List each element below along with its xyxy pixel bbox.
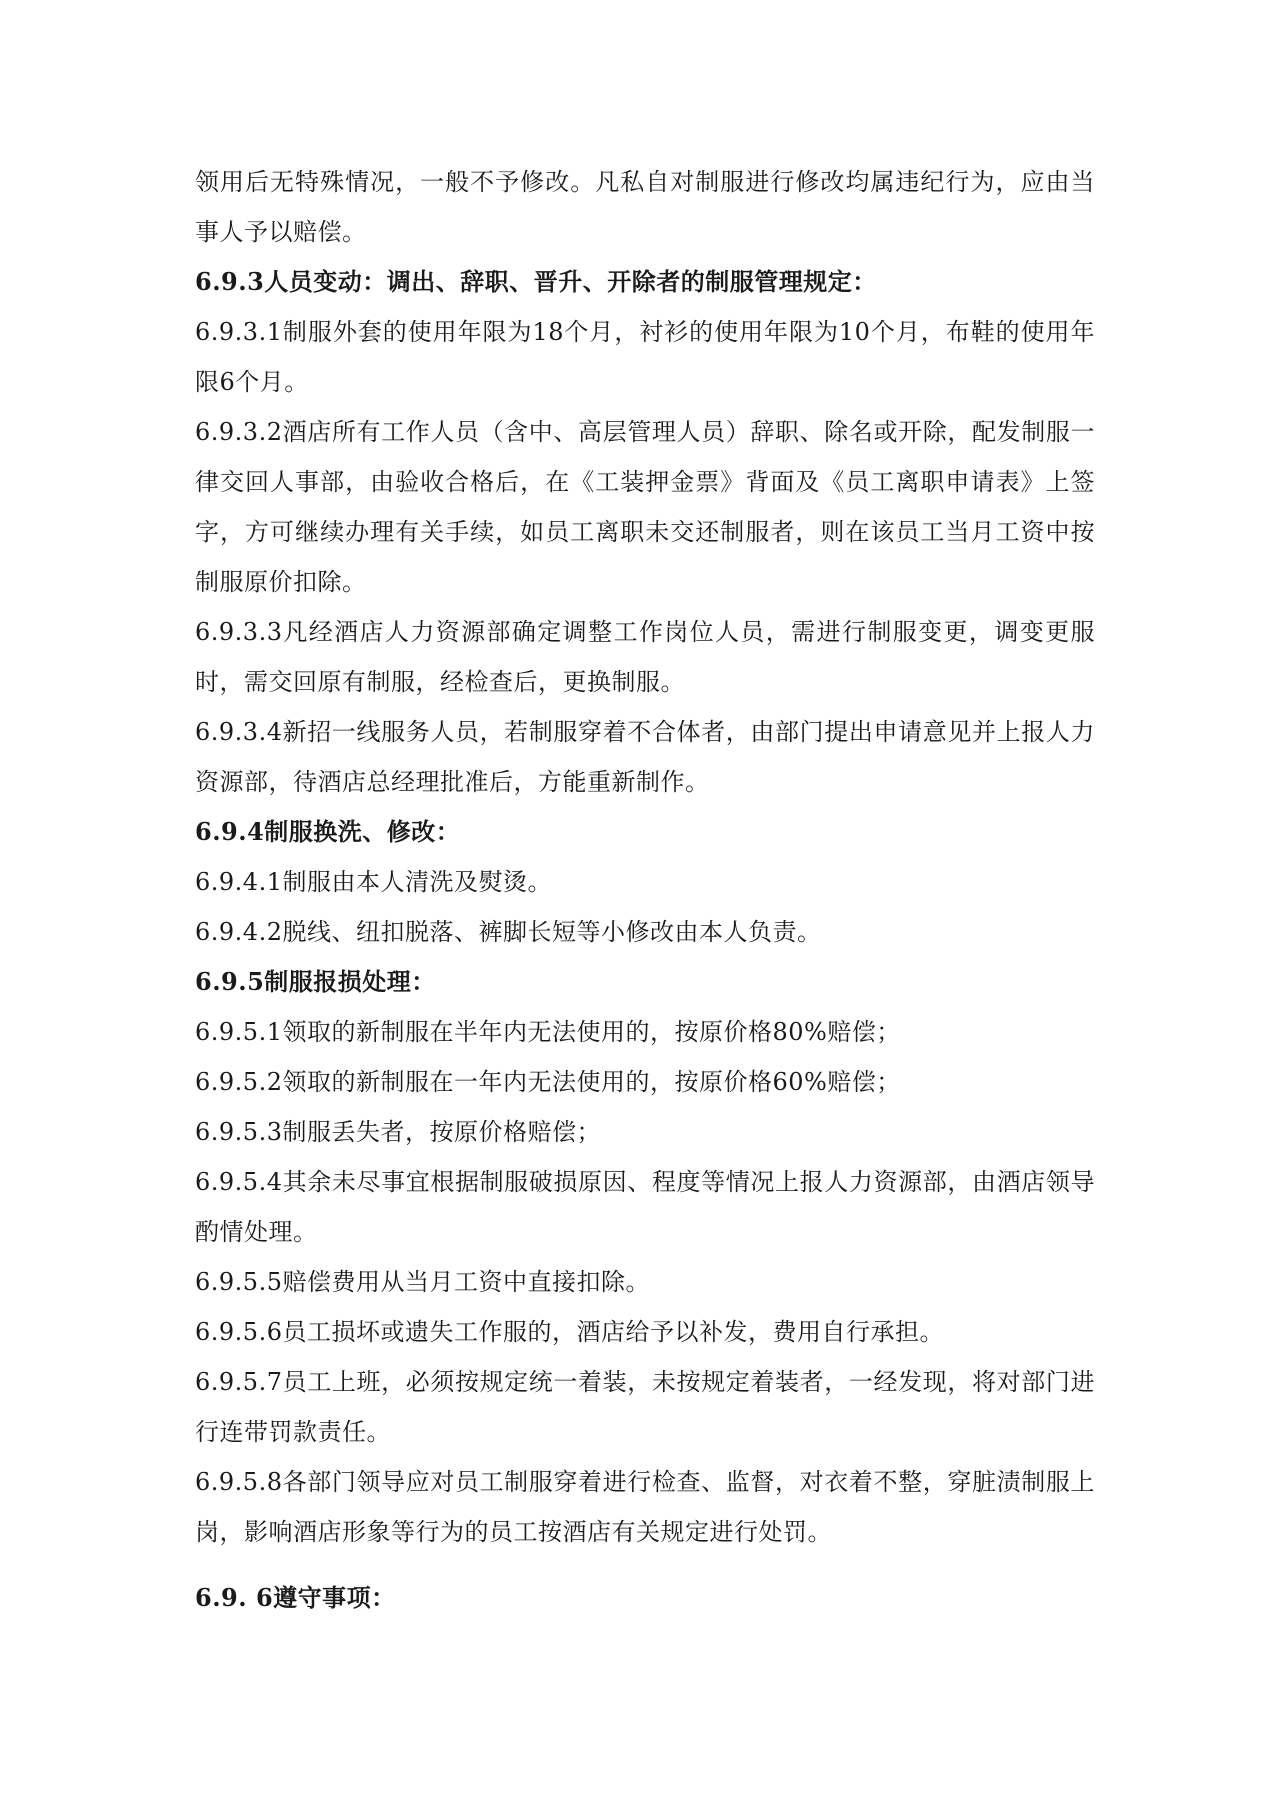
paragraph-6-9-3-1: 6.9.3.1制服外套的使用年限为18个月，衬衫的使用年限为10个月，布鞋的使用年限6个月。 <box>195 318 1095 396</box>
paragraph-6-9-3-2: 6.9.3.2酒店所有工作人员（含中、高层管理人员）辞职、除名或开除，配发制服一律交回人事部，由验收合格后，在《工装押金票》背面及《员工离职申请表》上签字，方可继续办理有关手续，如员工离职未交还制服者，则在该员工当月工资中按制服原价扣除。 <box>195 418 1095 596</box>
paragraph-6-9-5-3: 6.9.5.3制服丢失者，按原价格赔偿； <box>195 1118 601 1146</box>
heading-6-9-5: 6.9.5制服报损处理： <box>195 967 436 996</box>
heading-6-9-3: 6.9.3人员变动：调出、辞职、晋升、开除者的制服管理规定： <box>195 267 877 296</box>
heading-6-9-4: 6.9.4制服换洗、修改： <box>195 817 461 846</box>
paragraph-6-9-5-4: 6.9.5.4其余未尽事宜根据制服破损原因、程度等情况上报人力资源部，由酒店领导酌情处理。 <box>195 1168 1095 1246</box>
paragraph-6-9-5-7: 6.9.5.7员工上班，必须按规定统一着装，未按规定着装者，一经发现，将对部门进行连带罚款责任。 <box>195 1368 1095 1446</box>
paragraph-6-9-5-6: 6.9.5.6员工损坏或遗失工作服的，酒店给予以补发，费用自行承担。 <box>195 1318 944 1346</box>
paragraph-6-9-5-2: 6.9.5.2领取的新制服在一年内无法使用的，按原价格60%赔偿； <box>195 1068 901 1096</box>
document-page <box>195 157 1095 1623</box>
paragraph-6-9-4-1: 6.9.4.1制服由本人清洗及熨烫。 <box>195 868 552 896</box>
paragraph-6-9-5-5: 6.9.5.5赔偿费用从当月工资中直接扣除。 <box>195 1268 650 1296</box>
paragraph-6-9-4-2: 6.9.4.2脱线、纽扣脱落、裤脚长短等小修改由本人负责。 <box>195 918 822 946</box>
paragraph-6-9-3-3: 6.9.3.3凡经酒店人力资源部确定调整工作岗位人员，需进行制服变更，调变更服时，需交回原有制服，经检查后，更换制服。 <box>195 618 1095 696</box>
paragraph-6-9-3-4: 6.9.3.4新招一线服务人员，若制服穿着不合体者，由部门提出申请意见并上报人力资源部，待酒店总经理批准后，方能重新制作。 <box>195 718 1095 796</box>
paragraph-6-9-5-8: 6.9.5.8各部门领导应对员工制服穿着进行检查、监督，对衣着不整，穿脏渍制服上岗，影响酒店形象等行为的员工按酒店有关规定进行处罚。 <box>195 1468 1095 1546</box>
paragraph-6-9-5-1: 6.9.5.1领取的新制服在半年内无法使用的，按原价格80%赔偿； <box>195 1018 901 1046</box>
paragraph-uniform-modification: 领用后无特殊情况，一般不予修改。凡私自对制服进行修改均属违纪行为，应由当事人予以赔偿。 <box>195 168 1095 246</box>
heading-6-9-6: 6.9. 6遵守事项： <box>195 1583 396 1612</box>
